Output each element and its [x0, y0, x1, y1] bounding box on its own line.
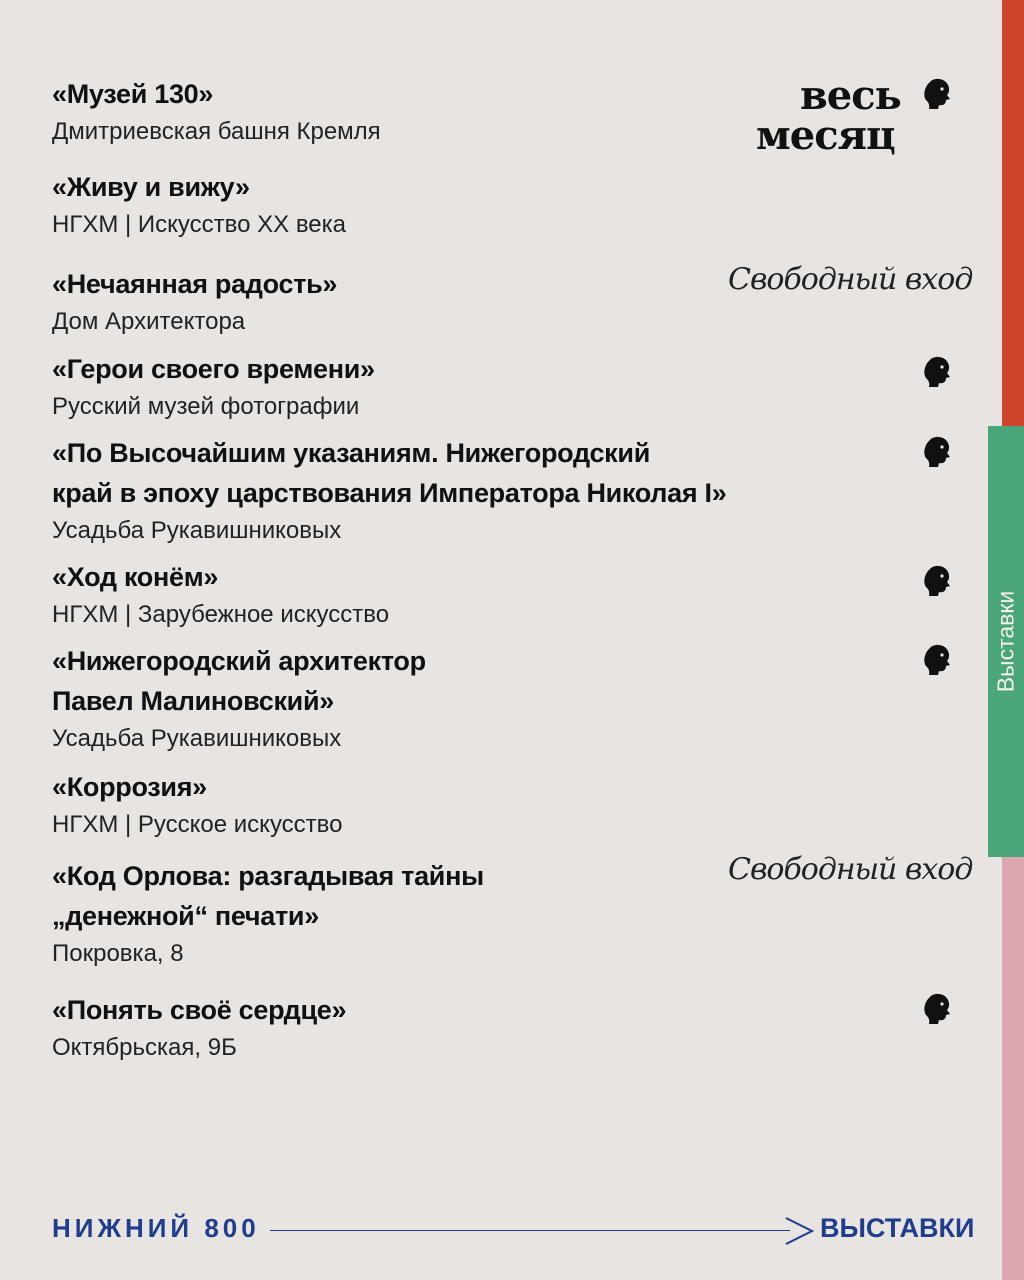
exhibition-item[interactable] — [52, 74, 381, 150]
profile-silhouette-icon — [920, 354, 954, 388]
free-entry-label: Свободный вход — [728, 852, 973, 887]
exhibition-item[interactable] — [52, 557, 389, 633]
profile-silhouette-icon — [920, 563, 954, 597]
exhibition-venue: НГХМ | Русское искусство — [52, 811, 343, 838]
profile-silhouette-icon — [920, 434, 954, 468]
exhibition-item[interactable] — [52, 264, 337, 340]
free-entry-label: Свободный вход — [728, 262, 973, 297]
exhibition-item[interactable] — [52, 856, 484, 972]
exhibition-item[interactable] — [52, 167, 346, 243]
logo-whole-month — [756, 72, 956, 162]
exhibition-venue: Русский музей фотографии — [52, 393, 360, 420]
exhibition-title: «Коррозия» — [52, 772, 207, 802]
exhibition-title-line1: «Код Орлова: разгадывая тайны — [52, 861, 484, 891]
exhibition-venue: Усадьба Рукавишниковых — [52, 517, 342, 544]
exhibition-title-line1: «По Высочайшим указаниям. Нижегородский — [52, 438, 650, 468]
exhibition-title-line2: Павел Малиновский» — [52, 686, 334, 716]
exhibition-title-line2: „денежной“ печати» — [52, 901, 319, 931]
exhibition-item[interactable] — [52, 641, 426, 757]
footer-divider-line — [270, 1230, 790, 1231]
exhibition-venue: НГХМ | Зарубежное искусство — [52, 601, 390, 628]
exhibition-venue: Дом Архитектора — [52, 308, 246, 335]
logo-line1: весь — [800, 72, 901, 119]
exhibition-title: «Музей 130» — [52, 79, 214, 109]
color-bar-red — [1002, 0, 1024, 426]
exhibition-venue: Октябрьская, 9Б — [52, 1034, 237, 1061]
profile-silhouette-icon — [920, 642, 954, 676]
side-tab-label: Выставки — [992, 590, 1019, 693]
footer-brand: НИЖНИЙ 800 — [52, 1213, 260, 1243]
exhibition-venue: Дмитриевская башня Кремля — [52, 118, 381, 145]
exhibition-venue: НГХМ | Искусство XX века — [52, 211, 347, 238]
footer-section-label[interactable]: ВЫСТАВКИ — [820, 1213, 975, 1243]
exhibition-title: «Нечаянная радость» — [52, 269, 338, 299]
exhibition-venue: Покровка, 8 — [52, 940, 184, 967]
exhibition-title: «Понять своё сердце» — [52, 995, 347, 1025]
logo-line2: месяц — [756, 112, 895, 159]
exhibition-venue: Усадьба Рукавишниковых — [52, 725, 342, 752]
exhibition-title: «Герои своего времени» — [52, 354, 375, 384]
profile-silhouette-icon — [920, 76, 954, 110]
exhibition-title: «Ход конём» — [52, 562, 219, 592]
exhibition-title-line2: край в эпоху царствования Императора Николая I» — [52, 478, 727, 508]
profile-silhouette-icon — [920, 991, 954, 1025]
side-tab-exhibitions[interactable] — [988, 426, 1024, 857]
arrow-right-icon — [782, 1216, 816, 1246]
exhibition-item[interactable] — [52, 767, 343, 843]
exhibition-item[interactable] — [52, 990, 346, 1066]
exhibition-item[interactable] — [52, 349, 375, 425]
color-bar-pink — [1002, 857, 1024, 1280]
exhibition-title-line1: «Нижегородский архитектор — [52, 646, 426, 676]
exhibition-item[interactable] — [52, 433, 726, 549]
exhibition-title: «Живу и вижу» — [52, 172, 250, 202]
